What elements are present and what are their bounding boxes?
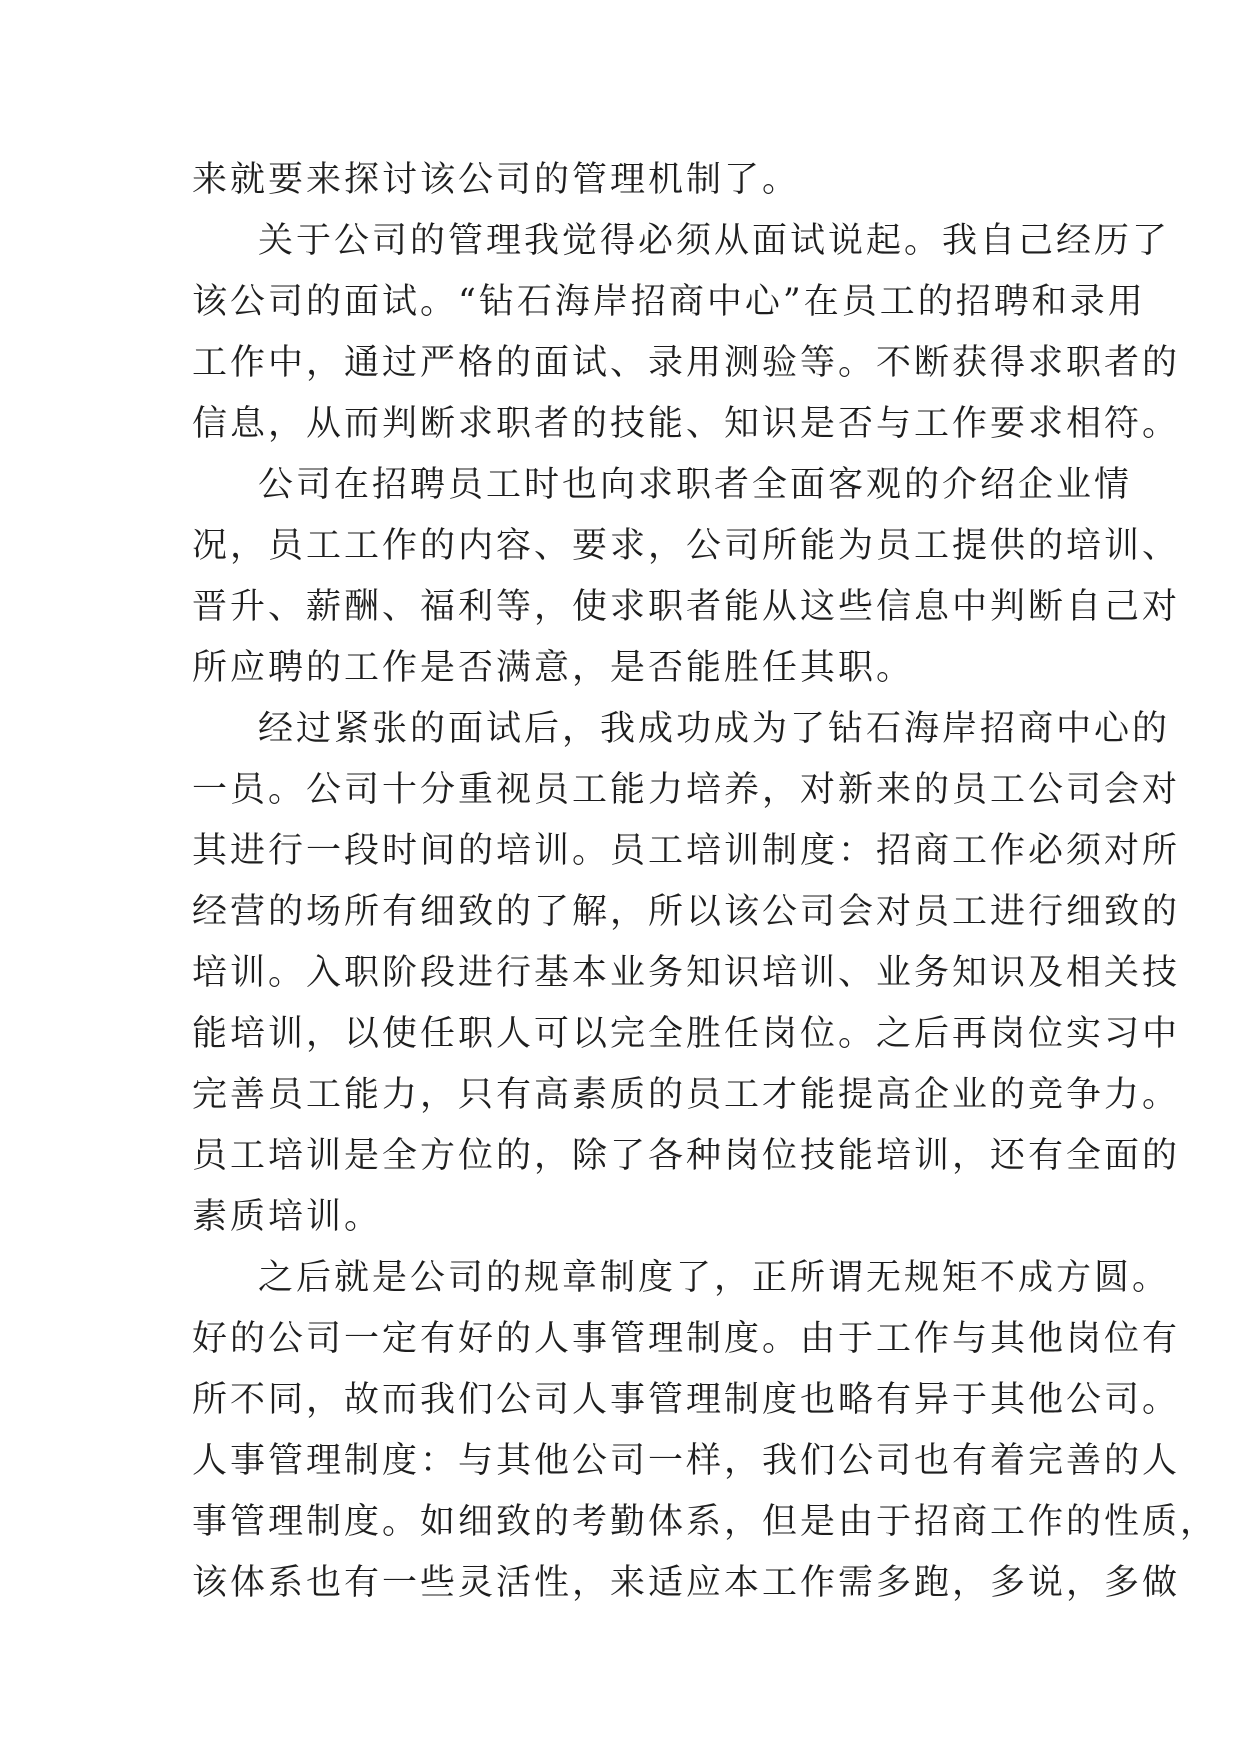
text-line: 培训。入职阶段进行基本业务知识培训、业务知识及相关技 xyxy=(192,953,1181,993)
text-line: 工作中，通过严格的面试、录用测验等。不断获得求职者的 xyxy=(192,343,1181,383)
text-line: 经过紧张的面试后，我成功成为了钻石海岸招商中心的 xyxy=(258,709,1171,749)
text-line: 信息，从而判断求职者的技能、知识是否与工作要求相符。 xyxy=(192,404,1181,444)
text-line: 好的公司一定有好的人事管理制度。由于工作与其他岗位有 xyxy=(192,1319,1181,1359)
text-line: 人事管理制度：与其他公司一样，我们公司也有着完善的人 xyxy=(192,1441,1181,1481)
text-line: 晋升、薪酬、福利等，使求职者能从这些信息中判断自己对 xyxy=(192,587,1181,627)
text-line: 况，员工工作的内容、要求，公司所能为员工提供的培训、 xyxy=(192,526,1181,566)
text-line: 来就要来探讨该公司的管理机制了。 xyxy=(192,160,801,200)
text-line: 该体系也有一些灵活性，来适应本工作需多跑，多说，多做 xyxy=(192,1563,1181,1603)
text-line: 完善员工能力，只有高素质的员工才能提高企业的竞争力。 xyxy=(192,1075,1181,1115)
text-line: 能培训，以使任职人可以完全胜任岗位。之后再岗位实习中 xyxy=(192,1014,1181,1054)
text-line: 其进行一段时间的培训。员工培训制度：招商工作必须对所 xyxy=(192,831,1181,871)
text-line: 公司在招聘员工时也向求职者全面客观的介绍企业情 xyxy=(258,465,1133,505)
text-line: 所应聘的工作是否满意，是否能胜任其职。 xyxy=(192,648,915,688)
text-line: 员工培训是全方位的，除了各种岗位技能培训，还有全面的 xyxy=(192,1136,1181,1176)
text-line: 经营的场所有细致的了解，所以该公司会对员工进行细致的 xyxy=(192,892,1181,932)
text-line: 所不同，故而我们公司人事管理制度也略有异于其他公司。 xyxy=(192,1380,1181,1420)
text-line: 一员。公司十分重视员工能力培养，对新来的员工公司会对 xyxy=(192,770,1181,810)
text-line: 该公司的面试。“钻石海岸招商中心”在员工的招聘和录用 xyxy=(192,282,1146,322)
text-line: 事管理制度。如细致的考勤体系，但是由于招商工作的性质， xyxy=(192,1502,1219,1542)
text-line: 关于公司的管理我觉得必须从面试说起。我自己经历了 xyxy=(258,221,1171,261)
body-text xyxy=(192,150,1219,1614)
text-line: 之后就是公司的规章制度了，正所谓无规矩不成方圆。 xyxy=(258,1258,1171,1298)
text-line: 素质培训。 xyxy=(192,1197,383,1237)
